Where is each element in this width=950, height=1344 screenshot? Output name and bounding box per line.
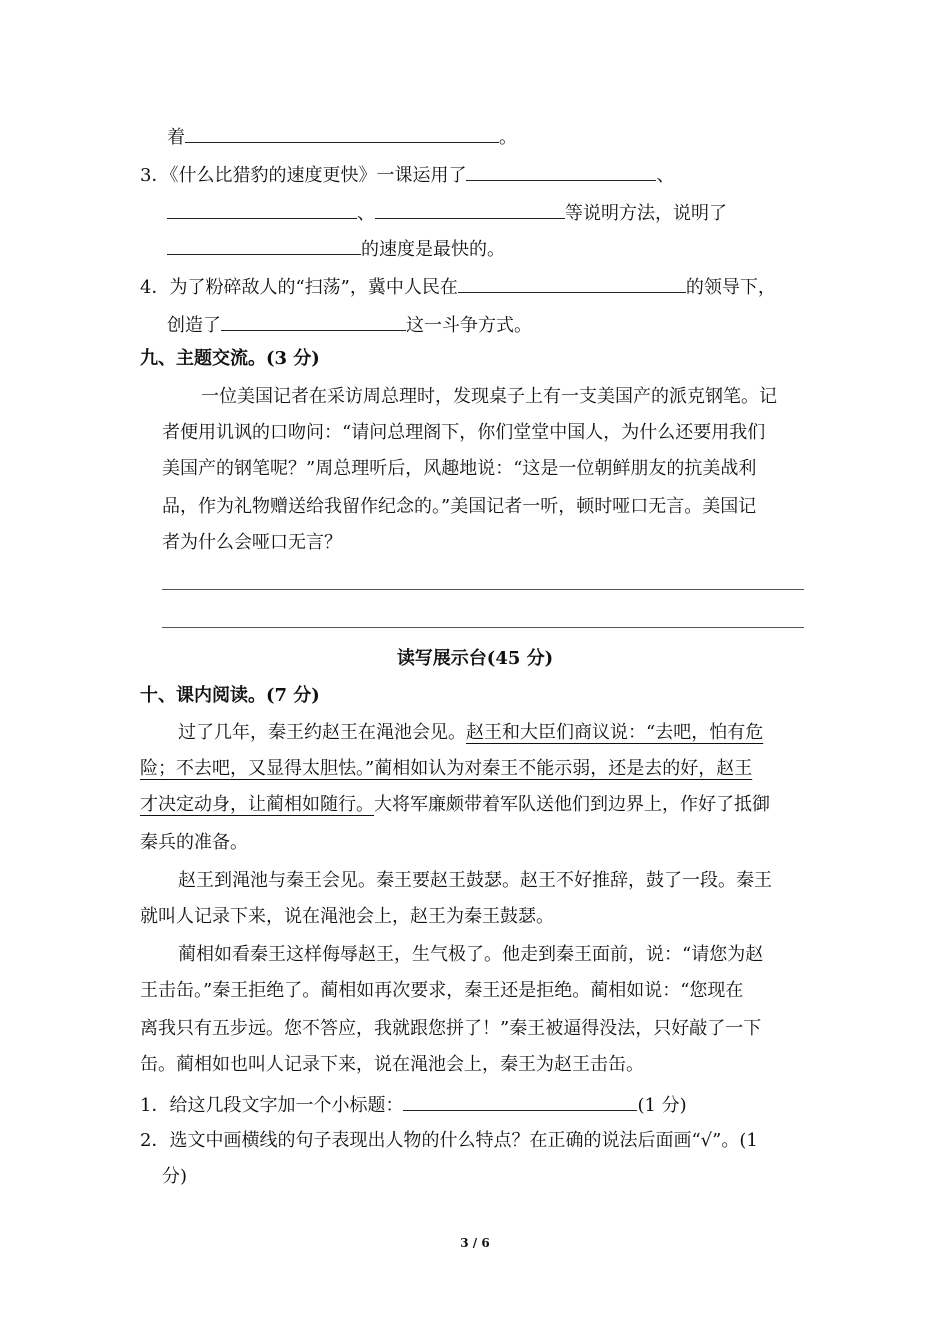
reading-para-2-line-2: 就叫人记录下来，说在渑池会上，赵王为秦王鼓瑟。 xyxy=(140,906,554,927)
answer-blank[interactable] xyxy=(167,198,357,219)
question-3-line-1 xyxy=(140,160,674,189)
q2-tail-prefix: 着 xyxy=(167,127,185,148)
reading-para-2-line-1: 赵王到渑池与秦王会见。秦王要赵王鼓瑟。赵王不好推辞，鼓了一段。秦王 xyxy=(178,870,772,891)
question-3-line-3 xyxy=(167,234,505,263)
question-3-text-2: 等说明方法，说明了 xyxy=(565,203,727,224)
answer-blank[interactable] xyxy=(375,198,565,219)
reading-para-1-line-1 xyxy=(178,720,763,746)
question-3-text: 《什么比猎豹的速度更快》一课运用了 xyxy=(169,165,467,186)
page-number: 3 / 6 xyxy=(460,1236,490,1250)
question-score: (1 分) xyxy=(637,1095,687,1116)
section-9-para-line: 品，作为礼物赠送给我留作纪念的。”美国记者一听，顿时哑口无言。美国记 xyxy=(162,496,757,517)
question-4-text: 为了粉碎敌人的“扫荡”，冀中人民在 xyxy=(169,277,458,298)
separator: 、 xyxy=(656,165,675,186)
reading-question-2-line-2: 分) xyxy=(162,1166,188,1187)
section-9-para-line: 一位美国记者在采访周总理时，发现桌子上有一支美国产的派克钢笔。记 xyxy=(201,386,777,407)
reading-text: 大将军廉颇带着军队送他们到边界上，作好了抵御 xyxy=(374,794,770,815)
underlined-sentence: 才决定动身，让蔺相如随行。 xyxy=(140,794,374,815)
reading-para-3-line-4: 缶。蔺相如也叫人记录下来，说在渑池会上，秦王为赵王击缶。 xyxy=(140,1054,644,1075)
reading-para-3-line-1: 蔺相如看秦王这样侮辱赵王，生气极了。他走到秦王面前，说：“请您为赵 xyxy=(178,944,764,965)
question-4-line-1 xyxy=(140,272,776,301)
reading-text: 过了几年，秦王约赵王在渑池会见。 xyxy=(178,722,466,743)
question-text: 1．给这几段文字加一个小标题： xyxy=(140,1095,404,1116)
answer-blank[interactable] xyxy=(403,1090,637,1111)
reading-para-1-line-3 xyxy=(140,792,770,818)
section-9-heading: 九、主题交流。(3 分) xyxy=(140,348,320,369)
answer-blank[interactable] xyxy=(466,160,656,181)
reading-para-3-line-2: 王击缶。”秦王拒绝了。蔺相如再次要求，秦王还是拒绝。蔺相如说：“您现在 xyxy=(140,980,744,1001)
question-4-number: 4． xyxy=(140,277,170,298)
part-title: 读写展示台(45 分) xyxy=(396,648,554,669)
section-10-heading: 十、课内阅读。(7 分) xyxy=(140,685,320,706)
answer-blank[interactable] xyxy=(458,272,686,293)
reading-question-2-line-1: 2．选文中画横线的句子表现出人物的什么特点？在正确的说法后面画“√”。(1 xyxy=(140,1130,758,1151)
answer-blank[interactable] xyxy=(167,234,361,255)
answer-line[interactable] xyxy=(162,589,804,590)
underlined-sentence: 险；不去吧，又显得太胆怯。”蔺相如认为对秦王不能示弱，还是去的好，赵王 xyxy=(140,758,753,779)
question-3-line-2 xyxy=(167,198,727,227)
reading-para-3-line-3: 离我只有五步远。您不答应，我就跟您拼了！”秦王被逼得没法，只好敲了一下 xyxy=(140,1018,762,1039)
answer-line[interactable] xyxy=(162,627,804,628)
question-3-text-3: 的速度是最快的。 xyxy=(361,239,505,260)
reading-para-1-line-4: 秦兵的准备。 xyxy=(140,832,248,853)
question-4-line-2 xyxy=(167,310,532,339)
q2-tail-line xyxy=(167,122,517,151)
question-4-text-4: 这一斗争方式。 xyxy=(406,315,532,336)
q2-tail-suffix: 。 xyxy=(499,127,517,148)
reading-question-1 xyxy=(140,1090,687,1119)
answer-blank[interactable] xyxy=(221,310,406,331)
section-9-para-line: 者为什么会哑口无言？ xyxy=(162,532,342,553)
question-3-number: 3． xyxy=(140,165,170,186)
question-4-text-3: 创造了 xyxy=(167,315,221,336)
section-9-para-line: 美国产的钢笔呢？”周总理听后，风趣地说：“这是一位朝鲜朋友的抗美战利 xyxy=(162,458,757,479)
question-4-text-2: 的领导下， xyxy=(685,277,776,298)
separator: 、 xyxy=(357,203,375,224)
answer-blank[interactable] xyxy=(185,122,499,143)
section-9-para-line: 者便用讥讽的口吻问：“请问总理阁下，你们堂堂中国人，为什么还要用我们 xyxy=(162,422,766,443)
underlined-sentence: 赵王和大臣们商议说：“去吧，怕有危 xyxy=(466,722,764,743)
